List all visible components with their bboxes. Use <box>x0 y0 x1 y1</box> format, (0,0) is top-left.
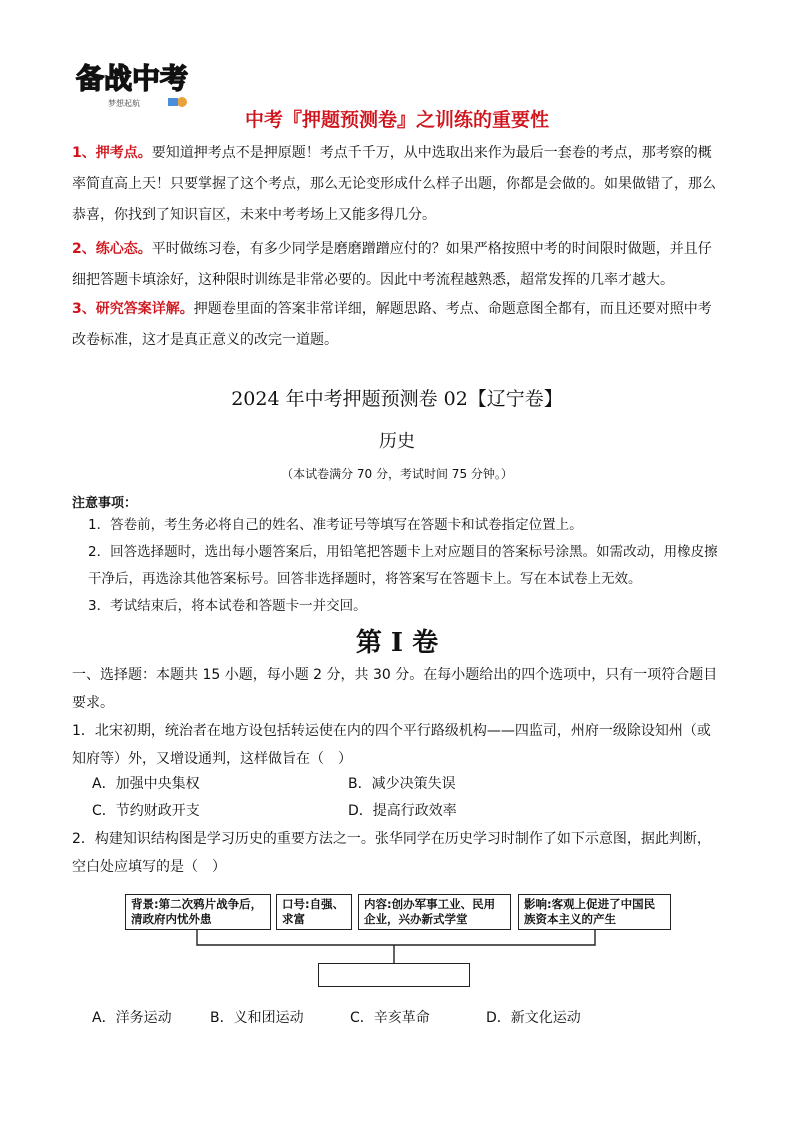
question-1-option-a[interactable]: A．加强中央集权 <box>92 776 200 792</box>
notice-item-1: 1．答卷前，考生务必将自己的姓名、准考证号等填写在答题卡和试卷指定位置上。 <box>88 517 583 533</box>
diagram-box-text: 自强、求富 <box>282 897 345 926</box>
promo-point-text: 平时做练习卷，有多少同学是磨磨蹭蹭应付的？如果严格按照中考的时间限时做题，并且仔细把答题卡填涂好，这种限时训练是非常必要的。因此中考流程越熟悉，超常发挥的几率才越大。 <box>72 241 712 288</box>
diagram-box-label: 口号: <box>282 897 310 911</box>
logo-text: 备战中考 <box>75 62 189 95</box>
question-1-option-c[interactable]: C．节约财政开支 <box>92 803 200 819</box>
question-2-stem: 2．构建知识结构图是学习历史的重要方法之一。张华同学在历史学习时制作了如下示意图，据此判断，空白处应填写的是（ ） <box>72 831 711 875</box>
promo-point-lead: 2、练心态。 <box>72 241 152 257</box>
question-1-option-b[interactable]: B．减少决策失误 <box>348 776 456 792</box>
question-2-option-b[interactable]: B．义和团运动 <box>210 1010 304 1026</box>
notice-title: 注意事项： <box>72 496 138 511</box>
promo-point-text: 押题卷里面的答案非常详细，解题思路、考点、命题意图全都有，而且还要对照中考改卷标准，这才是真正意义的改完一道题。 <box>72 301 712 348</box>
logo-subtext: 梦想起航 <box>108 99 140 108</box>
section-intro: 一、选择题：本题共 15 小题，每小题 2 分，共 30 分。在每小题给出的四个选项中，只有一项符合题目要求。 <box>72 667 718 711</box>
diagram-answer-blank <box>318 963 470 987</box>
diagram-box-text: 创办军事工业、民用企业，兴办新式学堂 <box>364 897 496 926</box>
section-title: 第 I 卷 <box>355 628 439 658</box>
exam-info: （本试卷满分 70 分，考试时间 75 分钟。） <box>281 467 513 481</box>
promo-point-lead: 1、押考点。 <box>72 145 152 161</box>
question-2-option-d[interactable]: D．新文化运动 <box>486 1010 581 1026</box>
question-2-option-a[interactable]: A．洋务运动 <box>92 1010 172 1026</box>
diagram-box-label: 背景: <box>131 897 159 911</box>
diagram-box-text: 第二次鸦片战争后，清政府内忧外患 <box>131 897 263 926</box>
promo-point-text: 要知道押考点不是押原题！考点千千万，从中选取出来作为最后一套卷的考点，那考察的概率简直高上天！只要掌握了这个考点，那么无论变形成什么样子出题，你都是会做的。如果做错了，那么恭喜，你找到了知识盲区，未来中考考场上又能多得几分。 <box>72 145 716 223</box>
question-1-option-d[interactable]: D．提高行政效率 <box>348 803 457 819</box>
diagram-box-label: 影响: <box>524 897 552 911</box>
promo-point-lead: 3、研究答案详解。 <box>72 301 194 317</box>
exam-subject: 历史 <box>379 431 415 452</box>
diagram-box-label: 内容: <box>364 897 392 911</box>
question-2-option-c[interactable]: C．辛亥革命 <box>350 1010 430 1026</box>
exam-title: 2024 年中考押题预测卷 02【辽宁卷】 <box>231 388 563 410</box>
promo-title: 中考『押题预测卷』之训练的重要性 <box>244 109 549 131</box>
notice-item-3: 3．考试结束后，将本试卷和答题卡一并交回。 <box>88 598 367 614</box>
diagram-box-text: 客观上促进了中国民族资本主义的产生 <box>524 897 656 926</box>
question-1-stem: 1．北宋初期，统治者在地方设包括转运使在内的四个平行路级机构——四监司，州府一级除设知州（或知府等）外，又增设通判，这样做旨在（ ） <box>72 723 711 767</box>
notice-item-2: 2．回答选择题时，选出每小题答案后，用铅笔把答题卡上对应题目的答案标号涂黑。如需改动，用橡皮擦干净后，再选涂其他答案标号。回答非选择题时，将答案写在答题卡上。写在本试卷上无效。 <box>88 544 718 587</box>
